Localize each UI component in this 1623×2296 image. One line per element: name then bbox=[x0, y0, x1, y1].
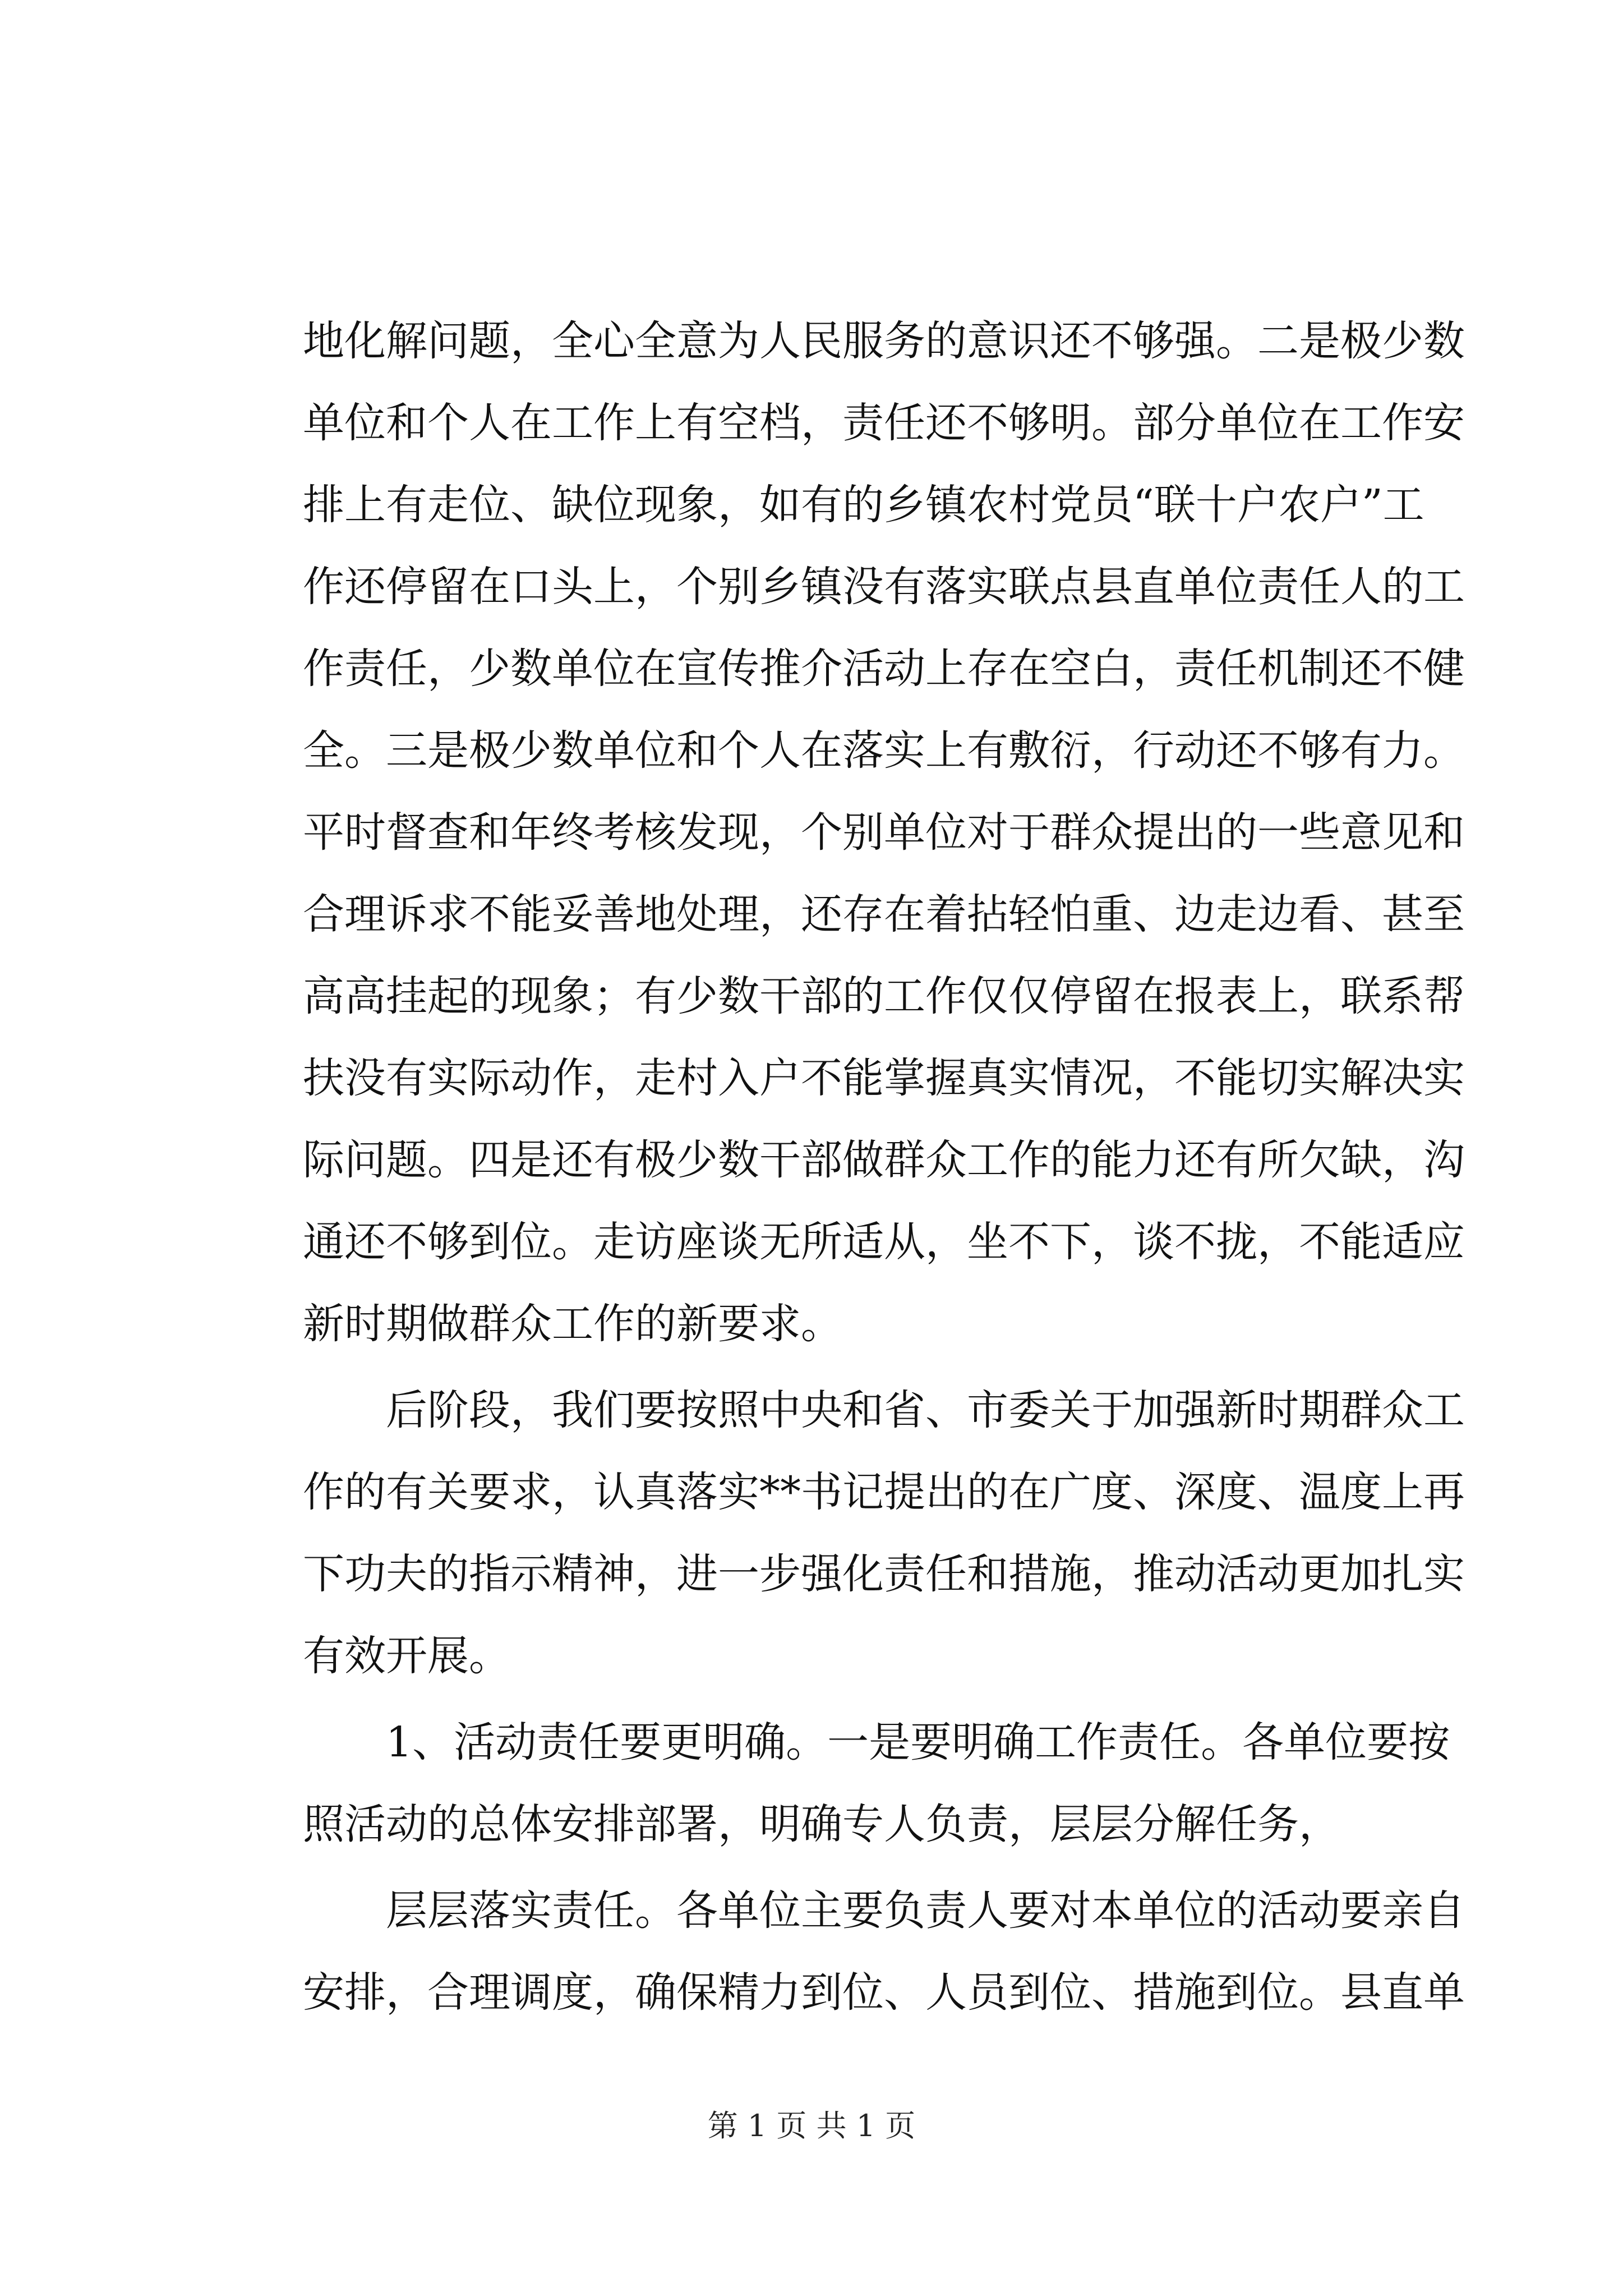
text-line: 通还不够到位。走访座谈无所适从，坐不下，谈不拢，不能适应 bbox=[303, 1218, 1465, 1266]
text-line: 下功夫的指示精神，进一步强化责任和措施，推动活动更加扎实 bbox=[303, 1550, 1465, 1598]
text-line: 际问题。四是还有极少数干部做群众工作的能力还有所欠缺，沟 bbox=[303, 1136, 1465, 1184]
text-line: 作的有关要求，认真落实**书记提出的在广度、深度、温度上再 bbox=[303, 1468, 1465, 1516]
text-line: 地化解问题，全心全意为人民服务的意识还不够强。二是极少数 bbox=[303, 317, 1465, 365]
text-line: 单位和个人在工作上有空档，责任还不够明。部分单位在工作安 bbox=[303, 399, 1465, 447]
text-line: 扶没有实际动作，走村入户不能掌握真实情况，不能切实解决实 bbox=[303, 1054, 1465, 1102]
page-footer: 第 1 页 共 1 页 bbox=[707, 2108, 916, 2143]
text-line: 排上有走位、缺位现象，如有的乡镇农村党员“联十户农户”工 bbox=[303, 481, 1424, 529]
text-line: 照活动的总体安排部署，明确专人负责，层层分解任务， bbox=[303, 1800, 1340, 1848]
text-line: 全。三是极少数单位和个人在落实上有敷衍，行动还不够有力。 bbox=[303, 726, 1465, 775]
text-line: 高高挂起的现象；有少数干部的工作仅仅停留在报表上，联系帮 bbox=[303, 972, 1465, 1020]
text-line: 平时督查和年终考核发现，个别单位对于群众提出的一些意见和 bbox=[303, 808, 1465, 857]
document-body bbox=[303, 300, 1465, 2033]
text-line: 作还停留在口头上，个别乡镇没有落实联点县直单位责任人的工 bbox=[303, 563, 1465, 611]
text-line: 合理诉求不能妥善地处理，还存在着拈轻怕重、边走边看、甚至 bbox=[303, 890, 1465, 938]
text-line: 1、活动责任要更明确。一是要明确工作责任。各单位要按 bbox=[303, 1718, 1450, 1766]
text-line: 作责任，少数单位在宣传推介活动上存在空白，责任机制还不健 bbox=[303, 645, 1465, 693]
text-line: 新时期做群众工作的新要求。 bbox=[303, 1300, 842, 1348]
text-line: 有效开展。 bbox=[303, 1632, 510, 1680]
text-line: 安排，合理调度，确保精力到位、人员到位、措施到位。县直单 bbox=[303, 1968, 1465, 2017]
text-line: 后阶段，我们要按照中央和省、市委关于加强新时期群众工 bbox=[303, 1386, 1465, 1434]
text-line: 层层落实责任。各单位主要负责人要对本单位的活动要亲自 bbox=[303, 1887, 1465, 1935]
